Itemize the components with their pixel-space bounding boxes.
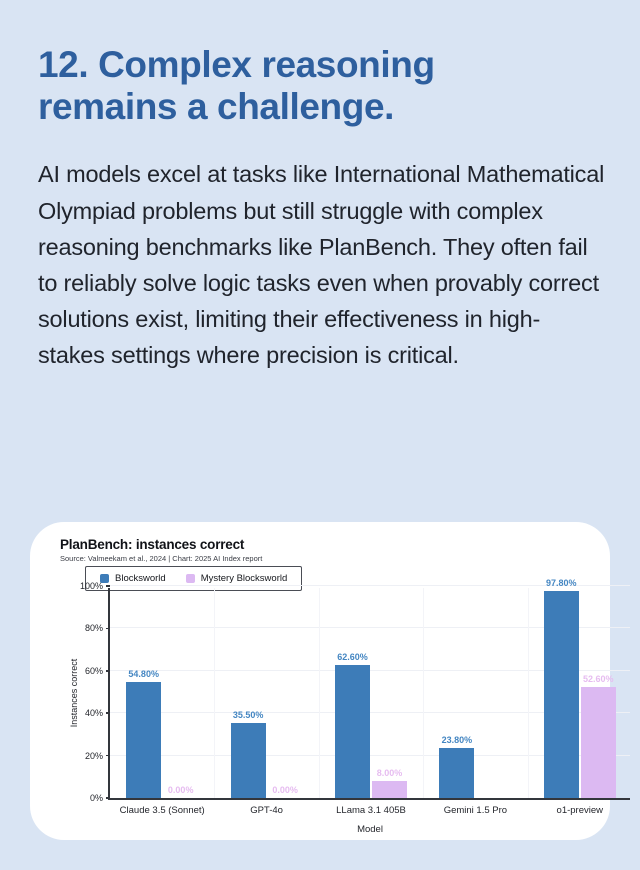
y-tick-label: 80% bbox=[84, 623, 103, 634]
y-tick-label: 100% bbox=[79, 581, 103, 591]
legend-label-mystery-blocksworld: Mystery Blocksworld bbox=[200, 573, 288, 584]
legend-swatch-mystery-blocksworld bbox=[186, 574, 195, 583]
chart-source: Source: Valmeekam et al., 2024 | Chart: 2025 AI Index report bbox=[60, 554, 263, 563]
chart-title: PlanBench: instances correct bbox=[60, 537, 245, 552]
x-category-label: GPT-4o bbox=[250, 805, 283, 816]
bar-group bbox=[319, 588, 423, 798]
report-page bbox=[0, 0, 640, 373]
y-tick-label: 40% bbox=[84, 708, 103, 719]
bar-group bbox=[423, 588, 527, 798]
bar-group bbox=[214, 588, 318, 798]
bar-group bbox=[528, 577, 632, 798]
x-category-label: Claude 3.5 (Sonnet) bbox=[119, 805, 205, 816]
body-paragraph: AI models excel at tasks like International Mathematical Olympiad problems but still struggle with complex reasoning benchmarks like PlanBench. They often fail to reliably solve logic tasks even when provably correct solutions exist, limiting their effectiveness in high-stakes settings where precision is critical. bbox=[38, 161, 605, 369]
bar-blocksworld-1 bbox=[231, 709, 266, 798]
bar-group bbox=[110, 588, 214, 798]
legend-item-blocksworld bbox=[100, 573, 166, 584]
legend-label-blocksworld: Blocksworld bbox=[115, 573, 166, 584]
bar-mystery-blocksworld-2 bbox=[372, 768, 407, 798]
bar-value-label: 35.50% bbox=[232, 709, 264, 720]
bar-value-label: 97.80% bbox=[546, 577, 577, 588]
bar-value-label: 52.60% bbox=[583, 673, 614, 684]
bar-value-label: 23.80% bbox=[441, 734, 473, 745]
bar-value-label: 0.00% bbox=[272, 785, 298, 795]
x-category-label: Gemini 1.5 Pro bbox=[443, 805, 508, 816]
bar-value-label: 54.80% bbox=[128, 668, 159, 679]
y-axis-title: Instances correct bbox=[69, 658, 79, 728]
chart-card bbox=[30, 522, 614, 840]
page-title: 12. Complex reasoning remains a challenge. bbox=[38, 44, 435, 128]
y-tick-mark bbox=[106, 585, 110, 587]
y-tick-label: 0% bbox=[89, 793, 103, 803]
bar-value-label: 0.00% bbox=[167, 785, 194, 795]
y-tick-label: 20% bbox=[84, 750, 103, 761]
x-category-label: LLama 3.1 405B bbox=[336, 805, 406, 816]
x-category-label: o1-preview bbox=[556, 805, 604, 816]
y-tick-label: 60% bbox=[84, 665, 103, 676]
bar-blocksworld-0 bbox=[126, 668, 161, 798]
bar-blocksworld-2 bbox=[335, 652, 370, 798]
legend-item-mystery-blocksworld bbox=[186, 573, 288, 584]
bar-blocksworld-3 bbox=[439, 734, 474, 798]
bar-blocksworld-4 bbox=[544, 577, 579, 798]
bar-mystery-blocksworld-4 bbox=[581, 673, 616, 799]
x-axis-title: Model bbox=[357, 824, 383, 835]
bar-value-label: 62.60% bbox=[337, 652, 368, 663]
bar-value-label: 8.00% bbox=[376, 768, 403, 779]
